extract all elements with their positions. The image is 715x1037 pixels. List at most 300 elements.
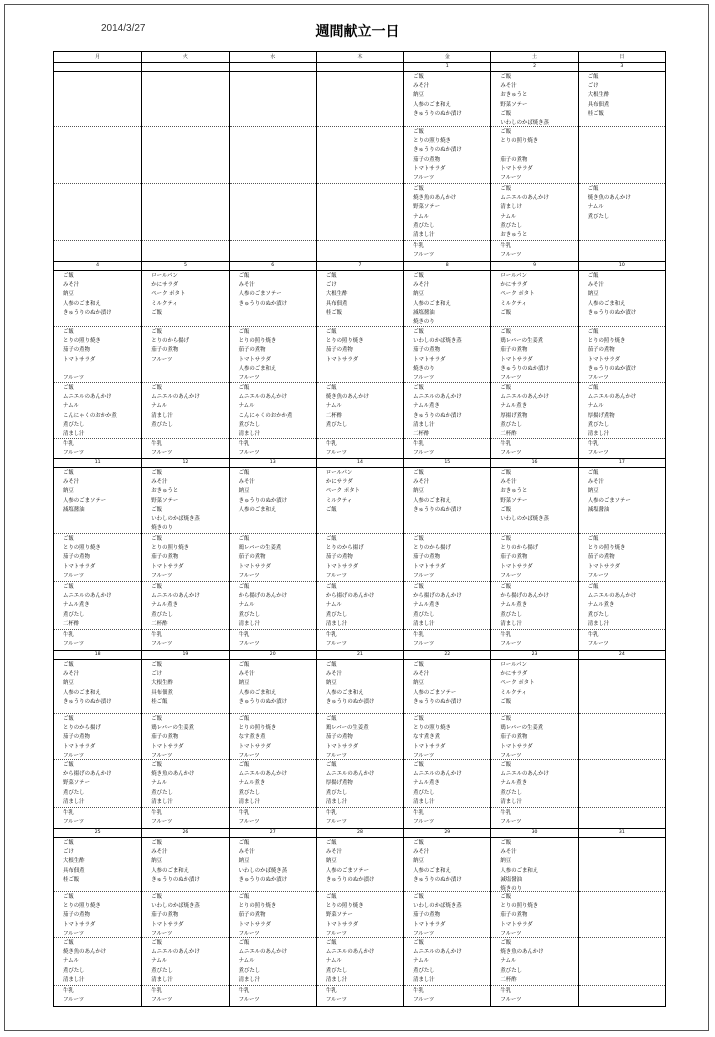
day-cell bbox=[490, 271, 577, 458]
date-number: 23 bbox=[490, 651, 577, 659]
menu-item: 茄子の煮物 bbox=[63, 554, 90, 561]
lunch-block bbox=[54, 714, 141, 760]
menu-item: 清まし汁 bbox=[413, 231, 435, 238]
menu-item: ご飯 bbox=[500, 716, 512, 722]
menu-item: 煮びたし bbox=[413, 789, 435, 796]
snack-block bbox=[404, 630, 490, 650]
menu-item: フルーツ bbox=[500, 641, 522, 648]
week-row bbox=[54, 651, 665, 829]
menu-item: 茄子の煮物 bbox=[325, 554, 353, 561]
menu-item: 牛乳 bbox=[325, 632, 337, 638]
snack-block bbox=[230, 808, 316, 828]
menu-item: ご飯 bbox=[500, 470, 512, 476]
menu-item: 茄子の煮物 bbox=[151, 912, 179, 919]
menu-item: みそ汁 bbox=[500, 83, 517, 90]
menu-item: ご飯 bbox=[500, 940, 512, 946]
menu-item: 人参のごまソテー bbox=[238, 291, 282, 298]
weekday-header: 水 bbox=[229, 52, 316, 62]
date-number: 4 bbox=[96, 263, 100, 268]
menu-item: とりの照り焼き bbox=[325, 338, 364, 345]
menu-item: みそ汁 bbox=[500, 849, 517, 856]
breakfast-block bbox=[404, 838, 490, 892]
menu-item: みそ汁 bbox=[413, 83, 430, 90]
menu-item: こんにゃくのおかか煮 bbox=[238, 412, 293, 419]
menu-item: 清まし汁 bbox=[63, 430, 85, 437]
day-cell bbox=[578, 271, 665, 458]
menu-item: フルーツ bbox=[63, 374, 85, 381]
snack-block bbox=[142, 439, 228, 458]
menu-item: 人参のごまソテー bbox=[413, 689, 457, 696]
print-date: 2014/3/27 bbox=[101, 23, 146, 34]
menu-item: ナムル bbox=[238, 403, 255, 410]
weekday-header: 月 bbox=[95, 54, 101, 60]
menu-item: ナムル bbox=[413, 213, 430, 220]
menu-item: トマトサラダ bbox=[587, 563, 620, 570]
menu-item: 煮びたし bbox=[325, 421, 348, 428]
date-number: 2 bbox=[490, 63, 577, 71]
breakfast-block bbox=[317, 72, 403, 127]
menu-item: 二杯酢 bbox=[413, 430, 430, 437]
menu-item: みそ汁 bbox=[238, 479, 255, 486]
menu-item: かにサラダ bbox=[500, 282, 528, 289]
menu-item: ムニエルのあんかけ bbox=[238, 949, 288, 956]
menu-item: ロールパン bbox=[325, 470, 353, 476]
menu-item: ナムル bbox=[238, 602, 255, 609]
menu-item: ご飯 bbox=[500, 698, 512, 705]
menu-item: きゅうりのぬか漬け bbox=[63, 309, 112, 316]
date-number: 12 bbox=[141, 459, 228, 467]
menu-item: 牛乳 bbox=[238, 441, 250, 447]
menu-item: ムニエルのあんかけ bbox=[151, 394, 200, 401]
menu-item: ナムル bbox=[413, 958, 430, 965]
menu-item: 牛乳 bbox=[63, 632, 74, 638]
breakfast-block bbox=[54, 468, 141, 534]
menu-item: ご飯 bbox=[413, 186, 424, 192]
menu-item: おきゅうと bbox=[500, 92, 528, 99]
menu-item: ごけ bbox=[325, 282, 337, 289]
snack-block bbox=[230, 439, 316, 458]
menu-item: 人参のごま和え bbox=[325, 689, 364, 696]
date-number: 17 bbox=[578, 459, 665, 467]
dinner-block bbox=[491, 582, 577, 630]
menu-item: ご飯 bbox=[238, 470, 250, 476]
menu-item: トマトサラダ bbox=[325, 563, 359, 570]
menu-item: フルーツ bbox=[325, 572, 347, 579]
breakfast-block bbox=[142, 468, 228, 534]
menu-item: フルーツ bbox=[151, 819, 173, 826]
menu-item: フルーツ bbox=[500, 252, 522, 259]
menu-item: フルーツ bbox=[413, 819, 435, 826]
menu-item: ナムル bbox=[63, 403, 79, 410]
date-number: 10 bbox=[578, 262, 665, 270]
menu-item: みそ汁 bbox=[413, 671, 430, 678]
dinner-block bbox=[142, 938, 228, 986]
menu-item: トマトサラダ bbox=[325, 356, 359, 363]
lunch-block bbox=[54, 327, 141, 383]
breakfast-block bbox=[230, 468, 316, 534]
menu-item: ご飯 bbox=[500, 186, 512, 192]
menu-item: トマトサラダ bbox=[151, 921, 184, 928]
menu-item: ムニエルのあんかけ bbox=[413, 771, 462, 778]
lunch-block bbox=[491, 327, 577, 383]
menu-item: 減塩醤油 bbox=[500, 876, 522, 883]
menu-item: ご飯 bbox=[587, 536, 599, 542]
menu-item: ムニエルのあんかけ bbox=[413, 949, 462, 956]
menu-item: ご飯 bbox=[151, 385, 163, 391]
menu-item: 牛乳 bbox=[238, 988, 250, 994]
menu-item: ご飯 bbox=[325, 716, 337, 722]
menu-item: きゅうりのぬか漬け bbox=[413, 506, 462, 513]
snack-block bbox=[317, 808, 403, 828]
menu-item: みそ汁 bbox=[151, 849, 168, 856]
menu-item: ご飯 bbox=[325, 762, 337, 768]
menu-item: ご飯 bbox=[413, 840, 424, 846]
breakfast-block bbox=[54, 838, 141, 892]
lunch-block bbox=[142, 127, 228, 184]
menu-item: ロールパン bbox=[500, 273, 527, 279]
menu-item: とりのから揚げ bbox=[63, 725, 101, 732]
menu-item: 焼きのり bbox=[413, 318, 435, 325]
date-number: 31 bbox=[578, 829, 665, 837]
menu-item: 人参のごま和え bbox=[413, 497, 451, 504]
menu-item: 煮びたし bbox=[238, 611, 261, 618]
date-number: 22 bbox=[403, 651, 490, 659]
menu-item: ご飯 bbox=[63, 940, 74, 946]
dinner-block bbox=[404, 184, 490, 241]
menu-item: きゅうりのぬか漬け bbox=[587, 309, 637, 316]
menu-item: 厚揚げ煮物 bbox=[587, 412, 615, 419]
menu-item: から揚げのあんかけ bbox=[238, 593, 288, 600]
breakfast-block bbox=[317, 660, 403, 714]
menu-item: ご飯 bbox=[63, 894, 74, 900]
menu-item: 焼きのり bbox=[151, 525, 173, 532]
menu-item: とりの照り焼き bbox=[63, 545, 101, 552]
menu-item: 鶏レバーの生姜煮 bbox=[238, 545, 282, 552]
menu-item: 桂ご飯 bbox=[325, 309, 343, 316]
dinner-block bbox=[317, 383, 403, 439]
snack-block bbox=[404, 439, 490, 458]
menu-item: ご飯 bbox=[151, 329, 163, 335]
menu-item: いわしのかば焼き蒸 bbox=[413, 338, 462, 345]
week-row bbox=[54, 262, 665, 459]
menu-item: ムニエルのあんかけ bbox=[238, 394, 288, 401]
menu-item: トマトサラダ bbox=[238, 356, 271, 363]
menu-item: 牛乳 bbox=[587, 632, 599, 638]
menu-item: フルーツ bbox=[500, 374, 522, 381]
date-number bbox=[229, 63, 316, 71]
menu-item: ご飯 bbox=[63, 762, 74, 768]
snack-block bbox=[579, 986, 665, 1006]
menu-item: 茄子の煮物 bbox=[325, 347, 353, 354]
menu-item: 煮びたし bbox=[413, 222, 435, 229]
menu-item: フルーツ bbox=[500, 752, 522, 759]
menu-item: フルーツ bbox=[238, 374, 260, 381]
menu-item: 人参のごま和え bbox=[238, 689, 277, 696]
menu-item: ナムル煮き bbox=[151, 602, 178, 609]
menu-item: ご飯 bbox=[151, 762, 163, 768]
page-title: 週間献立一日 bbox=[315, 24, 400, 40]
lunch-block bbox=[230, 892, 316, 938]
menu-item: 煮びたし bbox=[63, 421, 85, 428]
menu-item: 煮びたし bbox=[587, 421, 610, 428]
date-number: 20 bbox=[229, 651, 316, 659]
menu-item: ナムル bbox=[325, 403, 342, 410]
menu-item: 茄子の煮物 bbox=[500, 912, 528, 919]
breakfast-block bbox=[404, 271, 490, 327]
menu-item: フルーツ bbox=[587, 450, 609, 457]
menu-item: みそ汁 bbox=[500, 479, 517, 486]
breakfast-block bbox=[230, 72, 316, 127]
date-number: 13 bbox=[229, 459, 316, 467]
menu-item: ご飯 bbox=[413, 584, 424, 590]
menu-item: 大根生酢 bbox=[151, 680, 173, 687]
menu-item: みそ汁 bbox=[238, 849, 255, 856]
breakfast-block bbox=[142, 72, 228, 127]
menu-item: 人参のごま和え bbox=[413, 867, 451, 874]
day-cell bbox=[229, 271, 316, 458]
date-number: 16 bbox=[490, 459, 577, 467]
menu-item: ご飯 bbox=[413, 716, 424, 722]
day-cell bbox=[141, 838, 228, 1006]
menu-item: 牛乳 bbox=[151, 988, 163, 994]
weekday-header: 日 bbox=[578, 52, 665, 62]
menu-item: 茄子の煮物 bbox=[151, 734, 179, 741]
menu-item: から揚げのあんかけ bbox=[500, 593, 549, 600]
menu-item: ご飯 bbox=[63, 385, 74, 391]
day-cell bbox=[54, 72, 141, 261]
menu-item: ご飯 bbox=[63, 470, 74, 476]
menu-item: きゅうりのぬか漬け bbox=[413, 698, 462, 705]
date-number-row bbox=[54, 262, 665, 271]
lunch-block bbox=[317, 327, 403, 383]
menu-item: トマトサラダ bbox=[63, 563, 96, 570]
day-cell bbox=[490, 838, 577, 1006]
menu-item: 煮びたし bbox=[413, 611, 435, 618]
menu-item: ロールパン bbox=[500, 662, 527, 668]
menu-item: 納豆 bbox=[325, 680, 337, 687]
menu-item: ナムル煮き bbox=[413, 780, 440, 787]
menu-item: ご飯 bbox=[500, 385, 512, 391]
menu-item: 焼き魚のあんかけ bbox=[500, 949, 544, 956]
menu-item: 茄子の煮物 bbox=[500, 554, 528, 561]
date-number: 18 bbox=[94, 652, 101, 657]
menu-item: ご飯 bbox=[238, 536, 250, 542]
menu-item: とりのから揚げ bbox=[500, 545, 539, 552]
menu-item: みそ汁 bbox=[63, 282, 80, 289]
menu-item: 鶏レバーの生姜煮 bbox=[500, 725, 544, 732]
weekday-header: 火 bbox=[141, 52, 228, 62]
dinner-block bbox=[404, 383, 490, 439]
menu-item: 煮びたし bbox=[238, 967, 261, 974]
menu-item: いわしのかば焼き蒸 bbox=[151, 903, 200, 910]
menu-item: ムニエルのあんかけ bbox=[500, 771, 549, 778]
menu-item: なす煮き煮 bbox=[238, 734, 266, 741]
menu-item: 煮びたし bbox=[151, 421, 173, 428]
dinner-block bbox=[142, 582, 228, 630]
menu-item: トマトサラダ bbox=[413, 356, 446, 363]
menu-item: ご飯 bbox=[413, 273, 424, 279]
menu-item: 煮びたし bbox=[151, 789, 173, 796]
snack-block bbox=[54, 808, 141, 828]
menu-item: ご飯 bbox=[413, 940, 424, 946]
menu-item: みそ汁 bbox=[63, 479, 80, 486]
breakfast-block bbox=[230, 660, 316, 714]
menu-item bbox=[63, 365, 141, 374]
lunch-block bbox=[579, 127, 665, 184]
date-number-row bbox=[54, 459, 665, 468]
menu-item: ペーク ポタト bbox=[325, 488, 360, 495]
menu-item: 清まし汁 bbox=[325, 798, 348, 805]
menu-item: フルーツ bbox=[325, 641, 347, 648]
breakfast-block bbox=[142, 271, 228, 327]
menu-item: 茄子の煮物 bbox=[587, 554, 615, 561]
dinner-block bbox=[404, 938, 490, 986]
day-cell bbox=[141, 468, 228, 650]
menu-item: みそ汁 bbox=[325, 671, 343, 678]
menu-item: フルーツ bbox=[413, 752, 435, 759]
menu-item: 納豆 bbox=[238, 858, 250, 865]
breakfast-block bbox=[491, 271, 577, 327]
dinner-block bbox=[142, 383, 228, 439]
menu-item: フルーツ bbox=[587, 572, 609, 579]
menu-item: ムニエルのあんかけ bbox=[63, 394, 112, 401]
date-number-row bbox=[54, 63, 665, 72]
snack-block bbox=[404, 986, 490, 1006]
menu-item: 清まし汁 bbox=[325, 976, 348, 983]
menu-item: ナムル煮き bbox=[413, 602, 440, 609]
menu-item: 清まし汁 bbox=[238, 430, 261, 437]
snack-block bbox=[491, 241, 577, 261]
lunch-block bbox=[317, 892, 403, 938]
menu-item: トマトサラダ bbox=[500, 563, 533, 570]
menu-item: きゅうりのぬか漬け bbox=[63, 698, 112, 705]
menu-item: 二杯酢 bbox=[63, 620, 80, 627]
breakfast-block bbox=[404, 72, 490, 127]
snack-block bbox=[317, 439, 403, 458]
menu-item: フルーツ bbox=[500, 819, 522, 826]
menu-item: 煮びたし bbox=[238, 789, 261, 796]
breakfast-block bbox=[404, 660, 490, 714]
menu-item: なす煮き煮 bbox=[413, 734, 441, 741]
date-number: 14 bbox=[316, 459, 403, 467]
menu-item: フルーツ bbox=[151, 572, 173, 579]
menu-item: かにサラダ bbox=[500, 671, 528, 678]
dinner-block bbox=[317, 760, 403, 808]
menu-item: 焼き魚のあんかけ bbox=[413, 195, 457, 202]
menu-item: きゅうりのぬか漬け bbox=[500, 365, 549, 372]
date-number: 7 bbox=[316, 262, 403, 270]
menu-item: ごけ bbox=[63, 849, 74, 856]
dinner-block bbox=[230, 184, 316, 241]
menu-item: 茄子の煮物 bbox=[238, 554, 266, 561]
menu-item: みそ汁 bbox=[63, 671, 80, 678]
menu-item: とりの照り焼き bbox=[63, 338, 101, 345]
menu-item: ナムル bbox=[500, 958, 517, 965]
snack-block bbox=[230, 241, 316, 261]
snack-block bbox=[54, 986, 141, 1006]
menu-item: トマトサラダ bbox=[238, 743, 271, 750]
menu-item: ご飯 bbox=[325, 662, 337, 668]
menu-item: ご飯 bbox=[413, 470, 424, 476]
snack-block bbox=[491, 630, 577, 650]
date-number: 8 bbox=[403, 262, 490, 270]
day-cell bbox=[490, 660, 577, 828]
menu-item: 二杯酢 bbox=[151, 620, 168, 627]
day-cell bbox=[141, 271, 228, 458]
menu-item: 鶏レバーの生姜煮 bbox=[151, 725, 195, 732]
menu-item: ご飯 bbox=[325, 894, 337, 900]
menu-item: ご飯 bbox=[500, 329, 512, 335]
menu-item: フルーツ bbox=[500, 997, 522, 1004]
menu-item: 野菜ソテー bbox=[500, 101, 528, 108]
menu-item: みそ汁 bbox=[151, 479, 168, 486]
menu-item: ご飯 bbox=[151, 584, 163, 590]
menu-item: ご飯 bbox=[238, 385, 250, 391]
day-cell bbox=[403, 271, 490, 458]
menu-item: ご飯 bbox=[63, 662, 74, 668]
date-number: 6 bbox=[229, 262, 316, 270]
menu-item: ナムル煮き bbox=[500, 780, 528, 787]
menu-item: ご飯 bbox=[238, 329, 250, 335]
menu-item: フルーツ bbox=[413, 374, 435, 381]
menu-item: ご飯 bbox=[500, 110, 512, 117]
menu-item: かにサラダ bbox=[151, 282, 179, 289]
lunch-block bbox=[404, 127, 490, 184]
menu-item: 桂ご飯 bbox=[587, 110, 604, 117]
menu-item: 大根生酢 bbox=[587, 92, 610, 99]
menu-item: フルーツ bbox=[151, 997, 173, 1004]
menu-item: 牛乳 bbox=[63, 441, 74, 447]
menu-item: 厚揚げ煮物 bbox=[325, 780, 353, 787]
menu-item: 人参のごまソテー bbox=[63, 497, 107, 504]
menu-item: 牛乳 bbox=[413, 810, 424, 816]
date-number: 25 bbox=[94, 830, 101, 835]
dinner-block bbox=[579, 760, 665, 808]
breakfast-block bbox=[54, 660, 141, 714]
day-cell bbox=[490, 72, 577, 261]
menu-item: 減塩醤油 bbox=[413, 309, 435, 316]
menu-item: きゅうりのぬか漬け bbox=[238, 300, 288, 307]
menu-item: 煮びたし bbox=[63, 967, 85, 974]
date-number: 29 bbox=[403, 829, 490, 837]
day-cell bbox=[316, 271, 403, 458]
lunch-block bbox=[230, 534, 316, 582]
menu-item: 清まし汁 bbox=[587, 430, 610, 437]
menu-item: ナムル bbox=[63, 958, 79, 965]
snack-block bbox=[230, 986, 316, 1006]
menu-item: かにサラダ bbox=[325, 479, 353, 486]
menu-item: 納豆 bbox=[500, 858, 512, 865]
menu-item: 茄子の煮物 bbox=[500, 347, 528, 354]
menu-item: 人参のごま和え bbox=[238, 365, 277, 372]
lunch-block bbox=[54, 892, 141, 938]
week-row bbox=[54, 63, 665, 262]
menu-item: 野菜ソテー bbox=[151, 497, 179, 504]
menu-item: 茄子の煮物 bbox=[151, 554, 179, 561]
menu-item: とりの照り焼き bbox=[500, 903, 539, 910]
menu-item: 煮びたし bbox=[500, 967, 522, 974]
menu-item: 人参のごま和え bbox=[500, 867, 539, 874]
menu-item: とりの照り焼き bbox=[413, 138, 451, 145]
menu-item: フルーツ bbox=[325, 450, 347, 457]
menu-item: きゅうりのぬか漬け bbox=[151, 876, 200, 883]
breakfast-block bbox=[579, 660, 665, 714]
menu-item: フルーツ bbox=[63, 930, 85, 937]
menu-item: とりの照り焼き bbox=[151, 545, 190, 552]
menu-item: 清まし汁 bbox=[325, 620, 348, 627]
menu-item: フルーツ bbox=[63, 450, 85, 457]
menu-item: ムニエルのあんかけ bbox=[151, 593, 200, 600]
